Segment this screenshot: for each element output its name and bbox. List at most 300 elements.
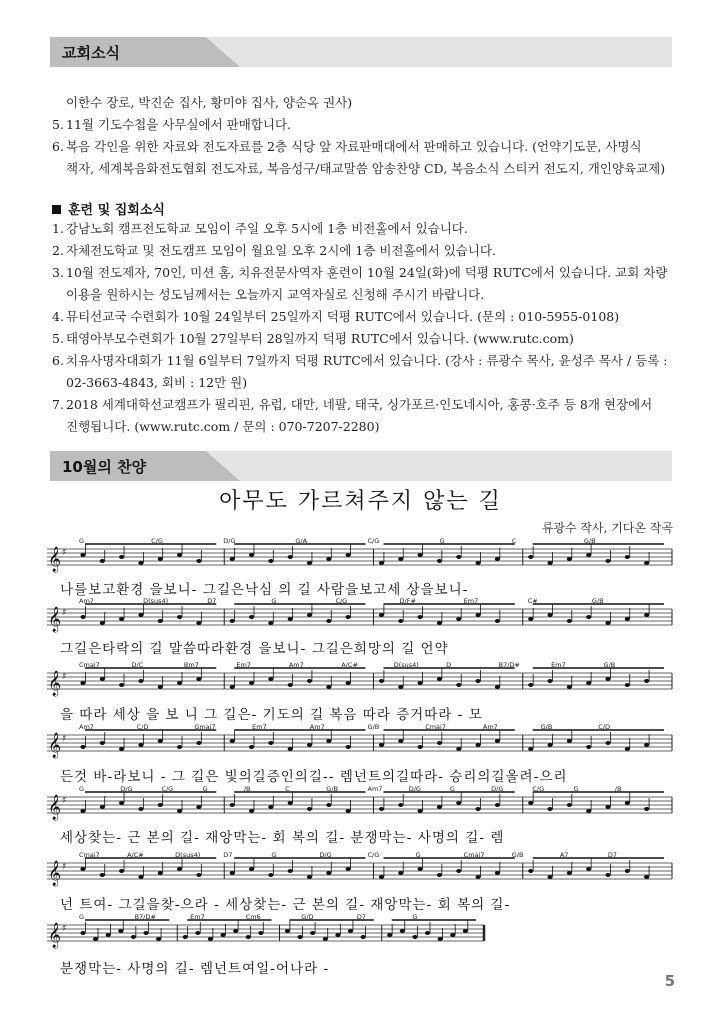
- chord-symbol: C/G: [532, 785, 545, 793]
- note-head: [307, 613, 312, 617]
- lyric-line: 을 따라 세상 을 보 니 그 길은- 기도의 길 복음 따라 증거따라 - 모: [60, 707, 483, 723]
- lyric-line: 그길은타락의 길 말씀따라환경 을보니- 그길은희망의 길 언약: [60, 641, 449, 657]
- chord-symbol: G: [271, 597, 277, 605]
- note-head: [249, 615, 254, 619]
- note-head: [307, 561, 312, 565]
- lyric-line: 넌 트여- 그길을찾-으라 - 세상찾는- 근 본의 길- 재앙막는- 회 복의 길-: [60, 897, 511, 913]
- note-head: [138, 807, 143, 811]
- lyric-line: 나를보고환경 을보니- 그길은낙심 의 길 사람을보고세 상을보니-: [60, 582, 469, 598]
- training-heading: 훈련 및 집회소식: [52, 199, 165, 218]
- note-head: [346, 681, 351, 685]
- note-head: [547, 679, 552, 683]
- note-head: [528, 869, 533, 873]
- treble-clef-icon: 𝄞: [48, 671, 62, 696]
- note-head: [456, 683, 461, 687]
- training-item: 4. 뮤티선교국 수련회가 10월 24일부터 25일까지 덕평 RUTC에서 있습니다. (문의 : 010-5955-0108): [52, 309, 620, 324]
- note-head: [425, 931, 430, 935]
- note-head: [476, 613, 481, 617]
- chord-symbol: C/G: [335, 597, 348, 605]
- note-head: [323, 937, 328, 941]
- note-head: [567, 685, 572, 689]
- chord-symbol: Em7: [551, 661, 566, 669]
- sharp-icon: ♯: [62, 862, 67, 872]
- note-head: [379, 561, 384, 565]
- note-head: [230, 739, 235, 743]
- note-head: [285, 929, 290, 933]
- chord-symbol: G/B: [367, 723, 380, 731]
- note-head: [398, 803, 403, 807]
- chord-symbol: G/B: [603, 661, 616, 669]
- note-head: [310, 931, 315, 935]
- note-head: [177, 809, 182, 813]
- chord-symbol: Em7: [190, 913, 205, 921]
- note-head: [456, 869, 461, 873]
- chord-symbol: Gmaj7: [194, 723, 216, 731]
- note-head: [249, 809, 254, 813]
- note-head: [100, 677, 105, 681]
- chord-symbol: G: [79, 913, 85, 921]
- training-item-continuation: 02-3663-4843, 회비 : 12만 원): [66, 375, 248, 390]
- note-head: [249, 867, 254, 871]
- note-head: [437, 741, 442, 745]
- note-head: [379, 875, 384, 879]
- note-head: [495, 871, 500, 875]
- news-section-title: 교회소식: [62, 44, 120, 62]
- chord-symbol: D7: [223, 851, 233, 859]
- note-head: [326, 685, 331, 689]
- note-head: [567, 871, 572, 875]
- lyric-line: 든것 바-라보니 - 그 길은 빛의길증인의길-- 렘넌트의길따라- 승리의길올려-으리: [60, 769, 568, 785]
- note-head: [586, 681, 591, 685]
- chord-symbol: Am7: [367, 785, 383, 793]
- note-head: [398, 557, 403, 561]
- note-head: [326, 557, 331, 561]
- note-head: [196, 559, 201, 563]
- note-head: [288, 869, 293, 873]
- training-item: 7. 2018 세계대학선교캠프가 필리핀, 유럽, 대만, 네팔, 태국, 싱가포르·인도네시아, 홍콩·호주 등 8개 현장에서: [52, 397, 653, 412]
- song-credit: 류광수 작사, 기다온 작곡: [541, 521, 673, 535]
- note-head: [605, 559, 610, 563]
- note-head: [138, 679, 143, 683]
- note-head: [528, 801, 533, 805]
- chord-symbol: D/F#: [399, 597, 416, 605]
- note-head: [361, 935, 366, 939]
- note-head: [418, 553, 423, 557]
- note-head: [547, 561, 552, 565]
- note-head: [230, 557, 235, 561]
- sharp-icon: ♯: [62, 734, 67, 744]
- chord-symbol: G: [79, 537, 85, 545]
- chord-symbol: G: [439, 537, 445, 545]
- note-head: [131, 935, 136, 939]
- note-head: [233, 929, 238, 933]
- chord-symbol: B7/D#: [134, 913, 156, 921]
- note-head: [644, 807, 649, 811]
- note-head: [268, 805, 273, 809]
- note-head: [288, 683, 293, 687]
- note-head: [119, 801, 124, 805]
- note-head: [268, 873, 273, 877]
- treble-clef-icon: 𝄞: [48, 795, 62, 820]
- note-head: [418, 745, 423, 749]
- note-head: [138, 743, 143, 747]
- chord-symbol: Cmaj7: [79, 851, 100, 859]
- note-head: [220, 933, 225, 937]
- chord-symbol: G/A: [295, 537, 308, 545]
- note-head: [230, 619, 235, 623]
- note-head: [456, 801, 461, 805]
- note-head: [100, 873, 105, 877]
- note-head: [644, 679, 649, 683]
- note-head: [476, 743, 481, 747]
- chord-symbol: C: [511, 537, 517, 545]
- training-item-continuation: 진행됩니다. (www.rutc.com / 문의 : 070-7207-2280): [66, 419, 380, 434]
- note-head: [418, 681, 423, 685]
- note-head: [183, 935, 188, 939]
- note-head: [177, 867, 182, 871]
- note-head: [177, 553, 182, 557]
- note-head: [158, 739, 163, 743]
- treble-clef-icon: 𝄞: [48, 607, 62, 632]
- note-head: [586, 615, 591, 619]
- note-head: [158, 619, 163, 623]
- note-head: [100, 621, 105, 625]
- note-head: [307, 679, 312, 683]
- note-head: [288, 617, 293, 621]
- note-head: [412, 935, 417, 939]
- note-head: [208, 937, 213, 941]
- chord-symbol: G: [449, 785, 455, 793]
- chord-symbol: Cmaj7: [463, 851, 485, 859]
- news-item: 이한수 장로, 박진순 집사, 황미야 집사, 양순옥 권사): [66, 95, 353, 110]
- chord-symbol: C/D: [136, 723, 149, 731]
- note-head: [307, 743, 312, 747]
- note-head: [547, 807, 552, 811]
- chord-symbol: Em7: [463, 597, 479, 605]
- chord-symbol: Em7: [252, 723, 267, 731]
- note-head: [196, 621, 201, 625]
- treble-clef-icon: 𝄞: [48, 547, 62, 572]
- note-head: [249, 745, 254, 749]
- note-head: [437, 559, 442, 563]
- sharp-icon: ♯: [62, 548, 67, 558]
- sharp-icon: ♯: [62, 796, 67, 806]
- note-head: [80, 867, 85, 871]
- note-head: [437, 621, 442, 625]
- note-head: [476, 875, 481, 879]
- chord-symbol: C/D: [598, 723, 611, 731]
- chord-symbol: C#: [527, 597, 538, 605]
- note-head: [567, 619, 572, 623]
- note-head: [346, 809, 351, 813]
- sharp-icon: ♯: [62, 924, 67, 934]
- chord-symbol: D/G: [491, 785, 504, 793]
- note-head: [528, 555, 533, 559]
- chord-symbol: Bm7: [183, 661, 199, 669]
- note-head: [547, 613, 552, 617]
- note-head: [476, 807, 481, 811]
- note-head: [437, 873, 442, 877]
- note-head: [456, 617, 461, 621]
- chord-symbol: D7: [207, 597, 217, 605]
- note-head: [258, 931, 263, 935]
- note-head: [138, 613, 143, 617]
- chord-symbol: Cmaj7: [425, 723, 446, 731]
- note-head: [106, 933, 111, 937]
- note-head: [298, 935, 303, 939]
- note-head: [80, 745, 85, 749]
- chord-symbol: D/G: [408, 785, 421, 793]
- sharp-icon: ♯: [62, 608, 67, 618]
- note-head: [119, 683, 124, 687]
- praise-section-title: 10월의 찬양: [62, 458, 147, 476]
- note-head: [379, 613, 384, 617]
- note-head: [586, 553, 591, 557]
- note-head: [249, 681, 254, 685]
- note-head: [625, 683, 630, 687]
- note-head: [346, 867, 351, 871]
- chord-symbol: Am7: [482, 723, 498, 731]
- note-head: [398, 685, 403, 689]
- note-head: [567, 739, 572, 743]
- note-head: [288, 555, 293, 559]
- note-head: [495, 685, 500, 689]
- chord-symbol: C/G: [367, 537, 380, 545]
- chord-symbol: G/B: [511, 851, 524, 859]
- chord-symbol: G/B: [326, 785, 338, 793]
- note-head: [346, 615, 351, 619]
- note-head: [644, 561, 649, 565]
- training-item: 1. 강남노회 캠프전도학교 모임이 주일 오후 5시에 1층 비전홀에서 있습니다.: [52, 221, 468, 236]
- note-head: [249, 553, 254, 557]
- note-head: [177, 615, 182, 619]
- note-head: [268, 677, 273, 681]
- note-head: [100, 559, 105, 563]
- chord-symbol: /B: [614, 785, 622, 793]
- note-head: [625, 617, 630, 621]
- note-head: [138, 875, 143, 879]
- chord-symbol: C/G: [367, 851, 380, 859]
- lyric-line: 세상찾는- 근 본의 길- 재앙막는- 회 복의 길- 분쟁막는- 사명의 길- 렘: [60, 830, 505, 846]
- note-head: [288, 801, 293, 805]
- chord-symbol: G/B: [540, 723, 553, 731]
- note-head: [387, 933, 392, 937]
- chord-symbol: D/G: [223, 537, 236, 545]
- note-head: [307, 875, 312, 879]
- note-head: [625, 555, 630, 559]
- note-head: [586, 745, 591, 749]
- chord-symbol: C/G: [161, 785, 174, 793]
- chord-symbol: G: [573, 785, 579, 793]
- chord-symbol: A/C#: [341, 661, 358, 669]
- chord-symbol: D/G: [319, 851, 332, 859]
- note-head: [495, 739, 500, 743]
- chord-symbol: G: [202, 785, 208, 793]
- note-head: [476, 679, 481, 683]
- note-head: [80, 615, 85, 619]
- note-head: [119, 747, 124, 751]
- lyric-line: 분쟁막는- 사명의 길- 렘넌트여일-어나라 -: [60, 961, 330, 977]
- note-head: [605, 805, 610, 809]
- note-head: [625, 869, 630, 873]
- note-head: [143, 931, 148, 935]
- note-head: [456, 747, 461, 751]
- note-head: [326, 803, 331, 807]
- note-head: [605, 873, 610, 877]
- note-head: [80, 553, 85, 557]
- chord-symbol: D: [446, 661, 452, 669]
- chord-symbol: Am7: [309, 723, 325, 731]
- note-head: [326, 739, 331, 743]
- news-item: 5. 11월 기도수첩을 사무실에서 판매합니다.: [52, 117, 291, 132]
- note-head: [379, 743, 384, 747]
- training-item: 6. 치유사명자대회가 11월 6일부터 7일까지 덕평 RUTC에서 있습니다. (강사 : 류광수 목사, 윤성주 목사 / 등록 :: [52, 353, 668, 368]
- note-head: [605, 621, 610, 625]
- note-head: [288, 747, 293, 751]
- note-head: [80, 809, 85, 813]
- training-item: 2. 자체전도학교 및 전도캠프 모임이 월요일 오후 2시에 1층 비전홀에서 있습니다.: [52, 243, 496, 258]
- note-head: [196, 805, 201, 809]
- note-head: [476, 561, 481, 565]
- note-head: [80, 681, 85, 685]
- note-head: [246, 935, 251, 939]
- note-head: [495, 803, 500, 807]
- note-head: [196, 677, 201, 681]
- page-number: 5: [664, 972, 675, 990]
- note-head: [268, 741, 273, 745]
- note-head: [268, 621, 273, 625]
- note-head: [528, 617, 533, 621]
- note-head: [605, 677, 610, 681]
- note-head: [625, 801, 630, 805]
- note-head: [567, 557, 572, 561]
- note-head: [379, 679, 384, 683]
- note-head: [418, 809, 423, 813]
- note-head: [528, 747, 533, 751]
- news-item: 6. 복음 각인을 위한 자료와 전도자료를 2층 식당 앞 자료판매대에서 판매하고 있습니다. (언약기도문, 사명식: [52, 139, 642, 154]
- note-head: [230, 685, 235, 689]
- chord-symbol: Am7: [79, 597, 94, 605]
- note-head: [177, 745, 182, 749]
- chord-symbol: G: [79, 785, 85, 793]
- note-head: [158, 685, 163, 689]
- note-head: [268, 559, 273, 563]
- note-head: [528, 683, 533, 687]
- note-head: [307, 807, 312, 811]
- note-head: [547, 743, 552, 747]
- note-head: [567, 803, 572, 807]
- chord-symbol: G/B: [583, 537, 596, 545]
- note-head: [100, 741, 105, 745]
- note-head: [230, 871, 235, 875]
- note-head: [119, 869, 124, 873]
- chord-symbol: D7: [607, 851, 618, 859]
- note-head: [437, 805, 442, 809]
- note-head: [138, 561, 143, 565]
- note-head: [463, 929, 468, 933]
- chord-symbol: A7: [559, 851, 569, 859]
- chord-symbol: C/G: [151, 537, 163, 545]
- note-head: [398, 739, 403, 743]
- note-head: [418, 867, 423, 871]
- note-head: [93, 937, 98, 941]
- treble-clef-icon: 𝄞: [48, 733, 62, 758]
- note-head: [398, 619, 403, 623]
- note-head: [177, 681, 182, 685]
- note-head: [335, 933, 340, 937]
- note-head: [195, 931, 200, 935]
- note-head: [644, 613, 649, 617]
- chord-symbol: D/G: [120, 785, 133, 793]
- note-head: [158, 803, 163, 807]
- chord-symbol: G: [415, 851, 421, 859]
- chord-symbol: Cm6: [245, 913, 261, 921]
- note-head: [230, 803, 235, 807]
- chord-symbol: Am7: [288, 661, 304, 669]
- sharp-icon: ♯: [62, 672, 67, 682]
- note-head: [326, 619, 331, 623]
- note-head: [495, 557, 500, 561]
- training-item: 5. 태영아부모수련회가 10월 27일부터 28일까지 덕평 RUTC에서 있습니다. (www.rutc.com): [52, 331, 574, 346]
- note-head: [100, 805, 105, 809]
- note-head: [158, 557, 163, 561]
- note-head: [196, 741, 201, 745]
- treble-clef-icon: 𝄞: [48, 861, 62, 886]
- note-head: [625, 747, 630, 751]
- note-head: [118, 929, 123, 933]
- note-head: [326, 871, 331, 875]
- chord-symbol: A/C#: [127, 851, 144, 859]
- note-head: [450, 933, 455, 937]
- chord-symbol: D7: [356, 913, 366, 921]
- note-head: [119, 555, 124, 559]
- note-head: [644, 743, 649, 747]
- note-head: [398, 871, 403, 875]
- note-head: [547, 875, 552, 879]
- chord-symbol: G: [271, 851, 277, 859]
- chord-symbol: Am7: [79, 723, 94, 731]
- note-head: [456, 555, 461, 559]
- chord-symbol: G: [412, 913, 418, 921]
- note-head: [605, 741, 610, 745]
- treble-clef-icon: 𝄞: [48, 923, 62, 948]
- note-head: [196, 873, 201, 877]
- note-head: [379, 807, 384, 811]
- note-head: [348, 929, 353, 933]
- note-head: [158, 871, 163, 875]
- chord-symbol: D(sus4): [175, 851, 201, 859]
- note-head: [80, 931, 85, 935]
- chord-symbol: D(sus4): [393, 661, 419, 669]
- note-head: [438, 937, 443, 941]
- song-title: 아무도 가르쳐주지 않는 길: [219, 489, 502, 514]
- note-head: [586, 809, 591, 813]
- chord-symbol: B7/D#: [498, 661, 520, 669]
- note-head: [437, 677, 442, 681]
- training-item: 3. 10월 전도제자, 70인, 미션 홈, 치유전문사역자 훈련이 10월 24일(화)에 덕평 RUTC에서 있습니다. 교회 차량: [52, 265, 668, 280]
- note-head: [400, 929, 405, 933]
- note-head: [644, 875, 649, 879]
- note-head: [346, 553, 351, 557]
- note-head: [418, 615, 423, 619]
- chord-symbol: D/C: [131, 661, 144, 669]
- chord-symbol: /B: [243, 785, 251, 793]
- chord-symbol: C: [285, 785, 290, 793]
- chord-symbol: Cmaj7: [79, 661, 100, 669]
- chord-symbol: Em7: [236, 661, 251, 669]
- note-head: [156, 937, 161, 941]
- chord-symbol: G/B: [591, 597, 604, 605]
